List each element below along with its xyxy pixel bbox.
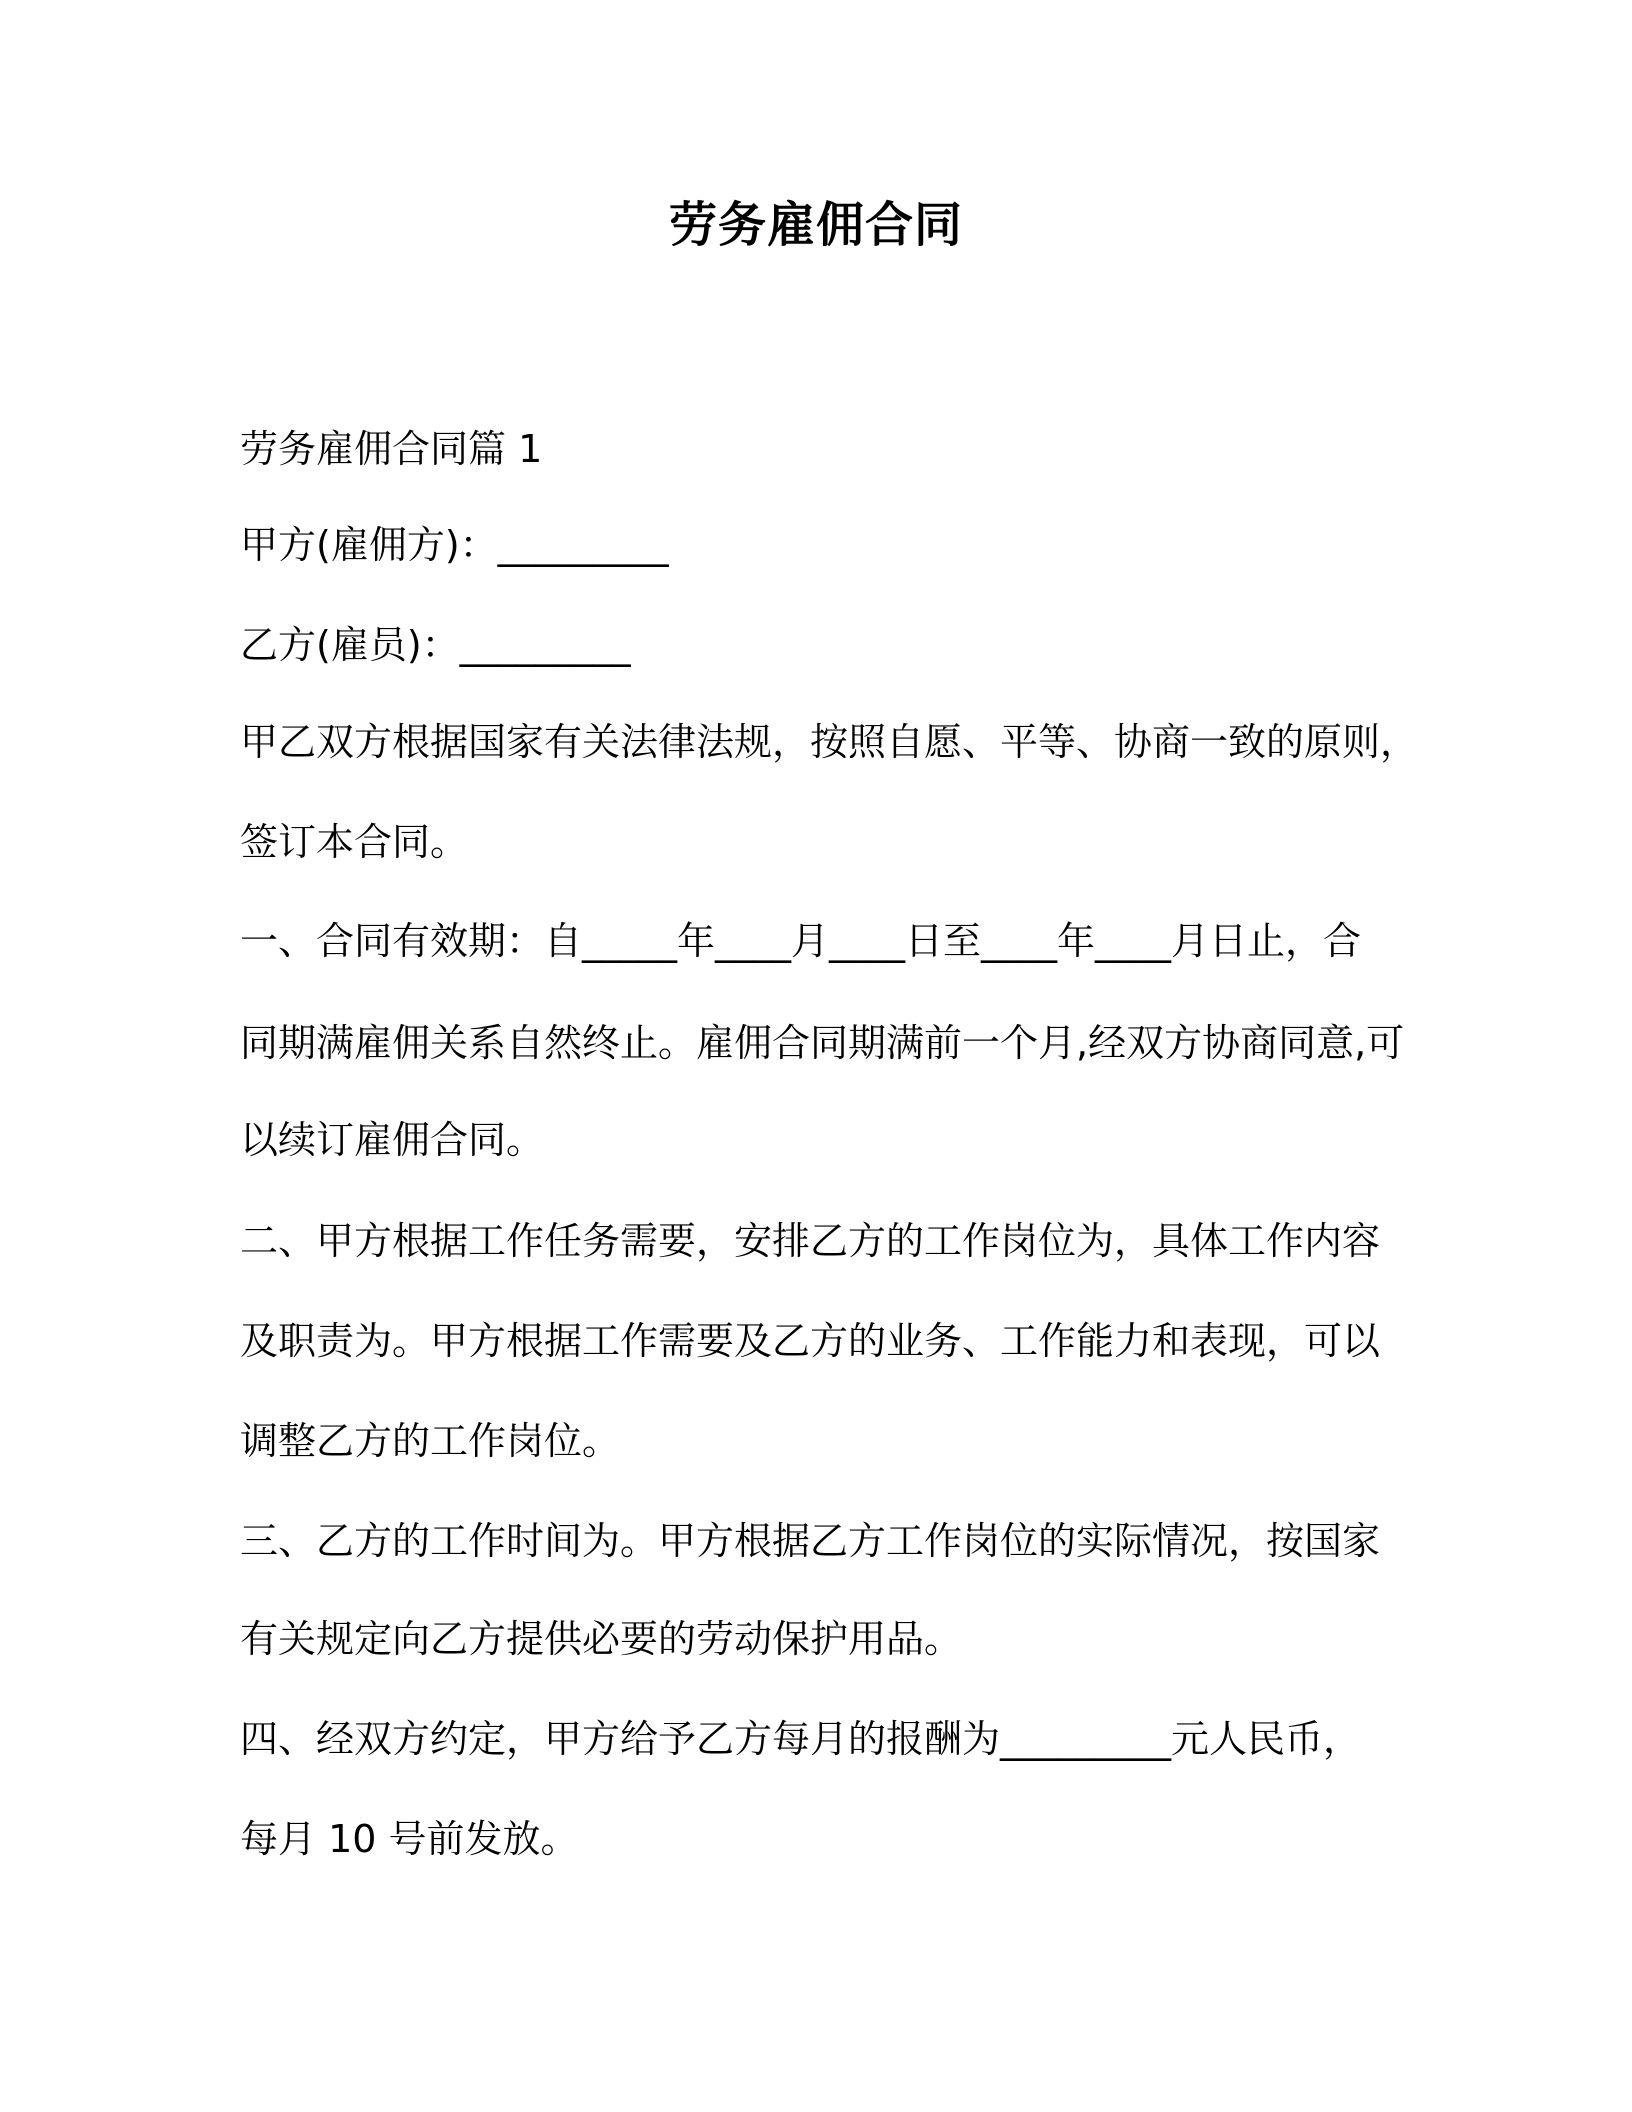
paragraph-line: 二、甲方根据工作任务需要，安排乙方的工作岗位为，具体工作内容 <box>240 1219 1381 1263</box>
paragraph-line: 调整乙方的工作岗位。 <box>240 1419 621 1463</box>
paragraph-line: 每月 10 号前发放。 <box>240 1817 579 1861</box>
paragraph-line: 甲乙双方根据国家有关法律法规，按照自愿、平等、协商一致的原则， <box>240 720 1419 764</box>
paragraph-line: 及职责为。甲方根据工作需要及乙方的业务、工作能力和表现，可以 <box>240 1319 1381 1363</box>
document-title: 劳务雇佣合同 <box>668 197 963 253</box>
paragraph-line: 一、合同有效期：自_____年____月____日至____年____月日止，合 <box>240 919 1362 963</box>
paragraph-line: 四、经双方约定，甲方给予乙方每月的报酬为_________元人民币， <box>240 1717 1362 1761</box>
party-b-line: 乙方(雇员)：_________ <box>240 623 631 667</box>
paragraph-line: 三、乙方的工作时间为。甲方根据乙方工作岗位的实际情况，按国家 <box>240 1519 1381 1563</box>
paragraph-line: 签订本合同。 <box>240 820 469 864</box>
paragraph-line: 有关规定向乙方提供必要的劳动保护用品。 <box>240 1617 963 1661</box>
paragraph-line: 同期满雇佣关系自然终止。雇佣合同期满前一个月,经双方协商同意,可 <box>240 1021 1405 1065</box>
paragraph-line: 以续订雇佣合同。 <box>240 1118 545 1162</box>
section-heading: 劳务雇佣合同篇 1 <box>240 427 543 471</box>
party-a-line: 甲方(雇佣方)：_________ <box>240 523 669 567</box>
